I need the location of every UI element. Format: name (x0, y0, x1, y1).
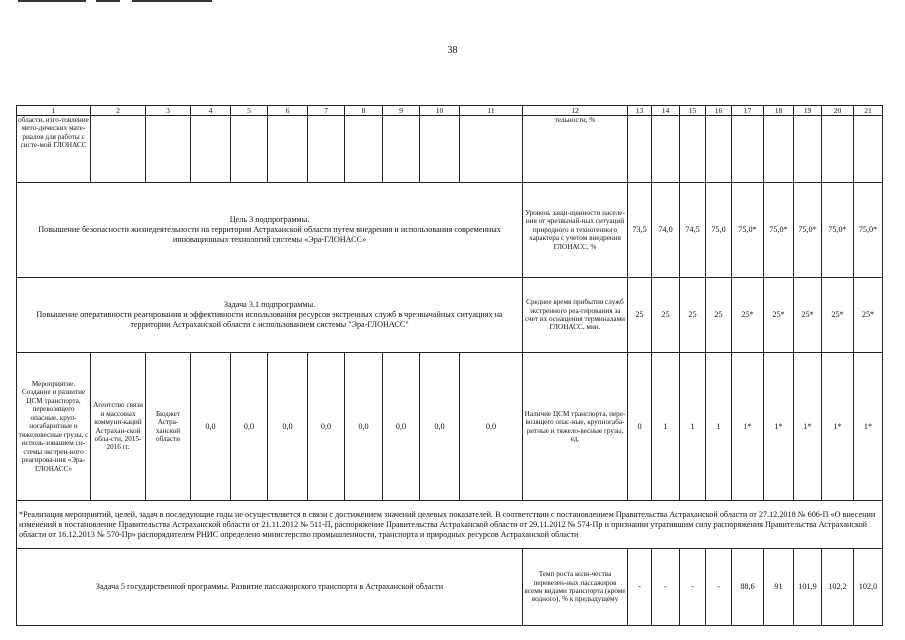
header-cell: 17 (732, 106, 764, 116)
task-5-indicator: Темп роста коли-чества перевезен-ных пассажиров всеми видами транспорта (кроме водного), % к предыдущему (523, 549, 628, 626)
task-3-1-indicator: Среднее время прибытия служб экстренного реа-гирования за счет их оснащения терминалами ГЛОНАСС, мин. (523, 278, 628, 353)
goal-3-value: 75,0* (732, 183, 764, 278)
task-5-text: Задача 5 государственной программы. Развитие пассажирского транспорта в Астраханской области (17, 549, 523, 626)
header-cell: 9 (383, 106, 420, 116)
header-cell: 14 (652, 106, 680, 116)
footnote: *Реализация мероприятий, целей, задач в последующие годы не осуществляется в связи с достижением значений целевых показателей. В соответствии с постановлением Правительства Астраханской области от 27.12.2018 № 606-П «О внесении изменений в постановление Правительства Астраханской области от 21.11.2012 № 511-П, распоряжение Правительства Астраханской области от 29.11.2012 № 574-Пр и признании утратившим силу распоряжения Правительства Астраханской области от 16.12.2013 № 570-Пр» распорядителем РНИС определено министерство промышленности, транспорта и природных ресурсов Астраханской области (17, 501, 883, 549)
finance-value: 0,0 (231, 353, 268, 501)
finance-value: 0,0 (308, 353, 345, 501)
goal-3-text: Повышение безопасности жизнедеятельности на территории Астраханской области путем внедрения и использования современных инновационных технологий системы «Эра-ГЛОНАСС» (38, 225, 501, 244)
task-5-value: 88,6 (732, 549, 764, 626)
goal-3-value: 74,0 (652, 183, 680, 278)
header-cell: 16 (706, 106, 732, 116)
task-5-value: - (628, 549, 652, 626)
measure-value: 1* (794, 353, 822, 501)
page-number: 38 (447, 45, 458, 56)
header-cell: 12 (523, 106, 628, 116)
task-3-1-value: 25* (764, 278, 794, 353)
task-3-1-value: 25 (628, 278, 652, 353)
task-3-1-value: 25 (652, 278, 680, 353)
goal-3-value: 75,0* (794, 183, 822, 278)
header-cell: 20 (822, 106, 854, 116)
finance-value: 0,0 (383, 353, 420, 501)
header-cell: 4 (191, 106, 231, 116)
task-3-1-value: 25 (706, 278, 732, 353)
task-3-1-value: 25* (854, 278, 883, 353)
finance-value: 0,0 (420, 353, 460, 501)
header-cell: 2 (91, 106, 146, 116)
measure-value: 1 (680, 353, 706, 501)
finance-value: 0,0 (460, 353, 523, 501)
measure-value: 1 (706, 353, 732, 501)
finance-value: 0,0 (191, 353, 231, 501)
header-cell: 7 (308, 106, 345, 116)
task-3-1-value: 25 (680, 278, 706, 353)
task-5-value: - (652, 549, 680, 626)
header-cell: 13 (628, 106, 652, 116)
task-3-1-value: 25* (822, 278, 854, 353)
task-5-value: 102,0 (854, 549, 883, 626)
task-5-value: 101,9 (794, 549, 822, 626)
header-cell: 11 (460, 106, 523, 116)
task-3-1-value: 25* (794, 278, 822, 353)
goal-3-value: 75,0* (764, 183, 794, 278)
header-cell: 6 (268, 106, 308, 116)
task-3-1-label: Задача 3.1 подпрограммы. (223, 300, 316, 310)
task-5-value: 102,2 (822, 549, 854, 626)
task-3-1-cell (17, 278, 523, 353)
header-cell: 10 (420, 106, 460, 116)
goal-3-row (17, 183, 883, 278)
header-cell: 15 (680, 106, 706, 116)
measure-value: 1* (764, 353, 794, 501)
task-3-1-row (17, 278, 883, 353)
finance-value: 0,0 (345, 353, 383, 501)
goal-3-value: 73,5 (628, 183, 652, 278)
measure-continuation: области, изго-товление мето-дических мате-риалов для работы с систе-мой ГЛОНАСС (17, 116, 91, 183)
goal-3-label: Цель 3 подпрограммы. (229, 215, 310, 225)
footnote-row (17, 501, 883, 549)
header-cell: 5 (231, 106, 268, 116)
measure-value: 0 (628, 353, 652, 501)
measure-source: Бюджет Астра-ханской области (146, 353, 191, 501)
goal-3-value: 75,0 (706, 183, 732, 278)
measure-row (17, 353, 883, 501)
continuation-row (17, 116, 883, 183)
header-cell: 18 (764, 106, 794, 116)
task-5-value: - (706, 549, 732, 626)
header-cell: 1 (17, 106, 91, 116)
task-5-row (17, 549, 883, 626)
header-row (17, 106, 883, 116)
goal-3-indicator: Уровень защи-щенности населе-ния от чрезвычай-ных ситуаций природного и техногенного характера с учетом внедрения ГЛОНАСС, % (523, 183, 628, 278)
measure-value: 1* (854, 353, 883, 501)
measure-value: 1* (822, 353, 854, 501)
measure-executor: Агентство связи и массовых коммуни-каций Астрахан-ской обла-сти, 2015-2016 гг. (91, 353, 146, 501)
header-cell: 8 (345, 106, 383, 116)
program-indicators-table (16, 105, 883, 626)
finance-value: 0,0 (268, 353, 308, 501)
header-cell: 3 (146, 106, 191, 116)
goal-3-value: 75,0* (822, 183, 854, 278)
header-cell: 21 (854, 106, 883, 116)
task-3-1-value: 25* (732, 278, 764, 353)
measure-value: 1 (652, 353, 680, 501)
measure-name: Мероприятие. Создание и развитие ЦСМ транспорта, перевозящего опасные, круп-ногабаритные и тяжеловесные грузы, с исполь-зованием си-стемы экстрен-ного реагирова-ния «Эра-ГЛОНАСС» (17, 353, 91, 501)
indicator-continuation: тельности, % (523, 116, 628, 183)
goal-3-cell (17, 183, 523, 278)
goal-3-value: 75,0* (854, 183, 883, 278)
measure-value: 1* (732, 353, 764, 501)
measure-indicator: Наличие ЦСМ транспорта, пере-возящего опас-ные, крупногаба-ритные и тяжело-весные грузы, ед. (523, 353, 628, 501)
task-5-value: 91 (764, 549, 794, 626)
task-5-value: - (680, 549, 706, 626)
header-cell: 19 (794, 106, 822, 116)
goal-3-value: 74,5 (680, 183, 706, 278)
task-3-1-text: Повышение оперативности реагирования и эффективности использования ресурсов экстренных служб в чрезвычайных ситуациях на территории Астраханской области с использованием системы "Эра-ГЛОНАСС" (36, 310, 503, 329)
